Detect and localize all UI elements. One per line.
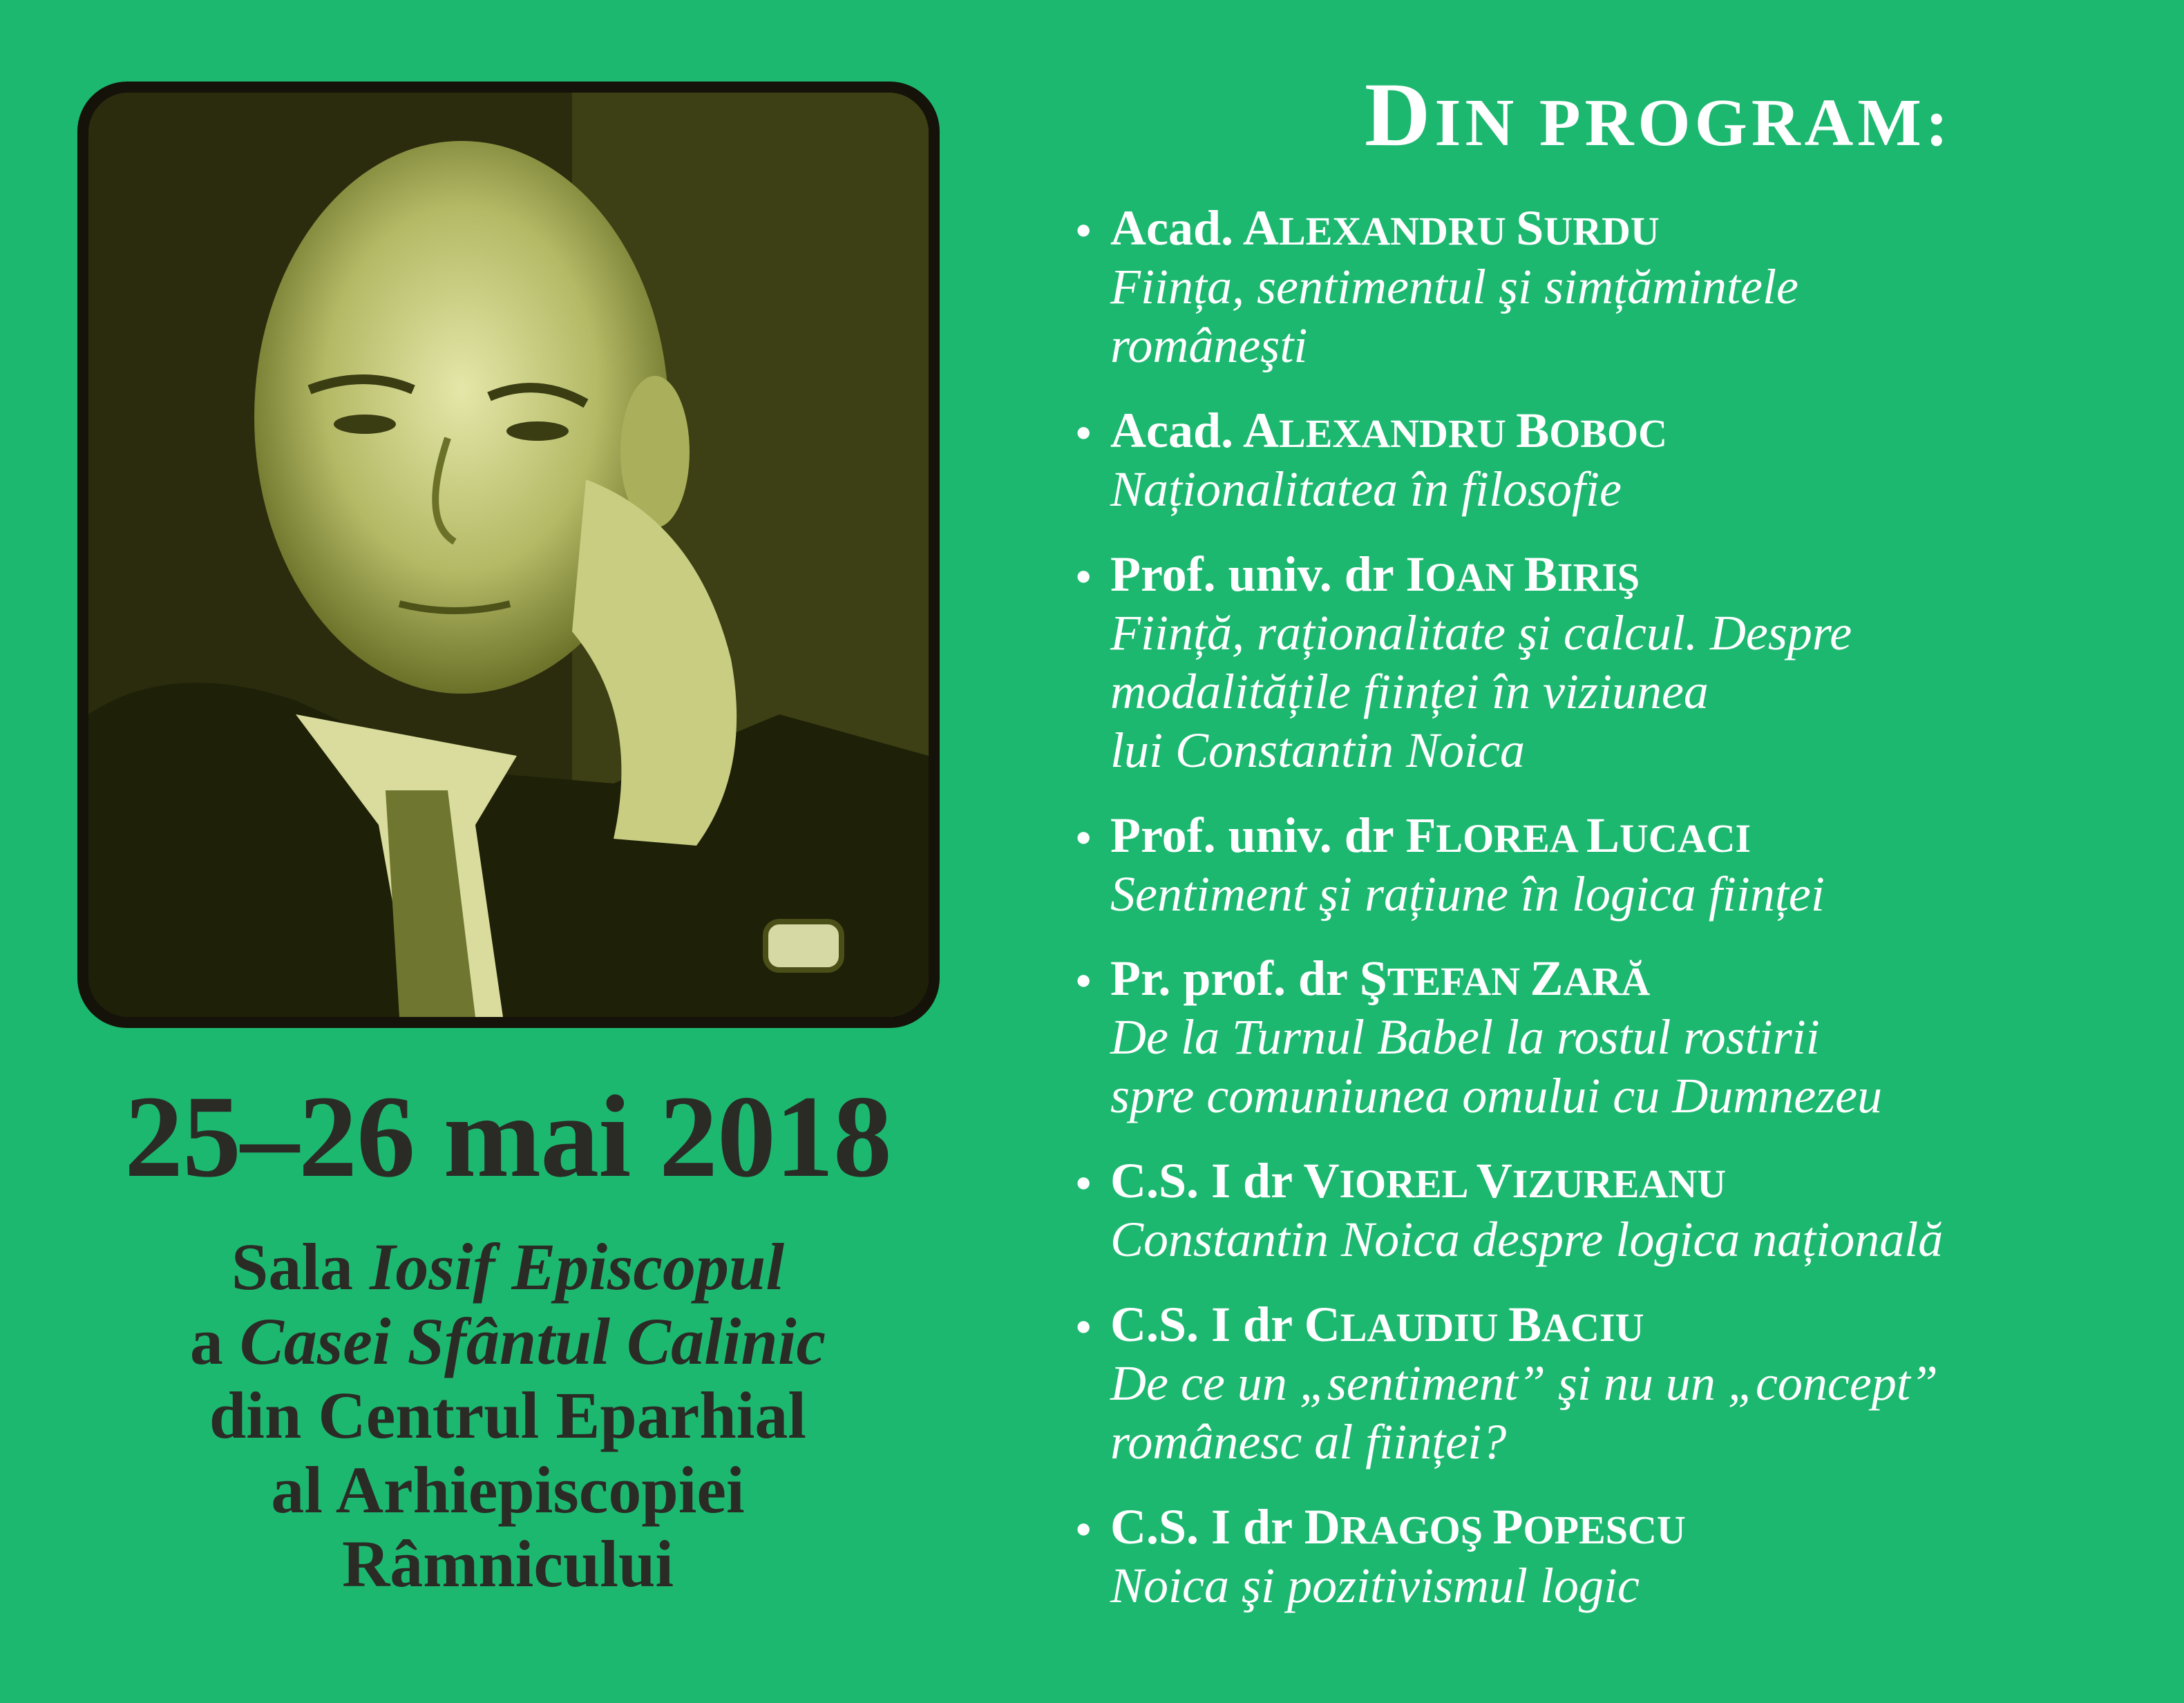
program-title-initial: D — [1365, 64, 1435, 165]
event-venue — [41, 1230, 974, 1601]
talk-title-line: româneşti — [1110, 317, 1308, 373]
speaker-name — [1110, 1295, 2173, 1354]
speaker-initial: Z — [1530, 951, 1564, 1007]
talk-title-line: Ființă, raționalitate şi calcul. Despre — [1110, 605, 1852, 660]
program-item — [1067, 545, 2173, 780]
speaker-name — [1110, 806, 2173, 865]
venue-line-3: din Centrul Eparhial — [209, 1378, 807, 1453]
talk-title-line: Ființa, sentimentul şi simțămintele — [1110, 258, 1798, 314]
speaker-surname: IZUREANU — [1512, 1161, 1727, 1207]
venue-hall-name: Iosif Episcopul — [369, 1230, 785, 1304]
speaker-given-name: LOREA — [1436, 815, 1586, 861]
venue-line-2 — [41, 1304, 974, 1379]
bullet-icon: • — [1076, 1159, 1092, 1208]
talk-title-line: Constantin Noica despre logica națională — [1110, 1212, 1944, 1268]
speaker-given-name: TEFAN — [1387, 959, 1530, 1005]
speaker-given-name: RAGOŞ — [1340, 1507, 1493, 1553]
speaker-initial: D — [1304, 1499, 1340, 1555]
talk-title-line: Naționalitatea în filosofie — [1110, 461, 1622, 517]
speaker-title: C.S. I dr — [1110, 1499, 1304, 1555]
program-item — [1067, 199, 2173, 375]
talk-title-line: românesc al ființei? — [1110, 1414, 1507, 1470]
bullet-icon: • — [1076, 956, 1092, 1006]
speaker-surname: OBOC — [1549, 410, 1668, 456]
talk-title-line: Sentiment şi rațiune în logica ființei — [1110, 866, 1825, 922]
speaker-initial: C — [1304, 1297, 1340, 1353]
talk-title-line: De ce un „sentiment” şi nu un „concept” — [1110, 1355, 1938, 1411]
program-title-rest: IN PROGRAM: — [1434, 86, 1953, 160]
program-item — [1067, 1152, 2173, 1269]
speaker-initial: Ş — [1359, 951, 1387, 1007]
speaker-name — [1110, 545, 2173, 604]
venue-text: a — [189, 1304, 240, 1378]
program-item — [1067, 1295, 2173, 1472]
speaker-name — [1110, 401, 2173, 460]
bullet-icon: • — [1076, 206, 1092, 255]
speaker-given-name: IOREL — [1339, 1161, 1476, 1207]
speaker-name — [1110, 199, 2173, 258]
speaker-title: Pr. prof. dr — [1110, 951, 1360, 1007]
venue-line-1 — [41, 1230, 974, 1304]
program-item — [1067, 401, 2173, 519]
portrait-illustration — [88, 93, 929, 1017]
speaker-initial: L — [1586, 807, 1620, 863]
speaker-initial: V — [1303, 1153, 1340, 1209]
speaker-initial: I — [1405, 546, 1425, 602]
speaker-title: C.S. I dr — [1110, 1153, 1304, 1209]
bullet-icon: • — [1076, 812, 1092, 862]
speaker-initial: F — [1405, 807, 1436, 863]
speaker-given-name: OAN — [1425, 554, 1524, 600]
speaker-given-name: LEXANDRU — [1279, 410, 1517, 456]
program-title — [1365, 64, 2173, 165]
speaker-initial: B — [1523, 546, 1557, 602]
bullet-icon: • — [1076, 408, 1092, 457]
speaker-initial: A — [1243, 200, 1280, 256]
talk-title-line: lui Constantin Noica — [1110, 722, 1526, 778]
venue-line-5: Râmnicului — [341, 1527, 674, 1601]
event-details — [41, 1072, 974, 1601]
portrait-photo-frame — [77, 82, 940, 1028]
talk-title-line: spre comuniunea omului cu Dumnezeu — [1110, 1068, 1883, 1124]
bullet-icon: • — [1076, 1505, 1092, 1554]
talk-title-line: modalitățile ființei în viziunea — [1110, 663, 1709, 719]
speaker-given-name: LEXANDRU — [1279, 209, 1517, 254]
venue-text: Sala — [231, 1230, 370, 1304]
speaker-title: Acad. — [1110, 402, 1244, 458]
speaker-name — [1110, 1498, 2173, 1557]
speaker-title: Acad. — [1110, 200, 1244, 256]
bullet-icon: • — [1076, 551, 1092, 601]
speaker-title: Prof. univ. dr — [1110, 546, 1406, 602]
speaker-title: C.S. I dr — [1110, 1297, 1304, 1353]
speaker-given-name: LAUDIU — [1340, 1305, 1509, 1351]
speaker-initial: A — [1243, 402, 1280, 458]
speaker-name — [1110, 949, 2173, 1008]
program-item — [1067, 1498, 2173, 1615]
speaker-surname: IRIŞ — [1557, 554, 1640, 600]
program-item — [1067, 806, 2173, 924]
program-section — [1067, 64, 2173, 1642]
program-list — [1067, 199, 2173, 1615]
event-date: 25–26 mai 2018 — [124, 1072, 891, 1201]
speaker-name — [1110, 1152, 2173, 1210]
speaker-surname: ARĂ — [1563, 959, 1651, 1005]
speaker-surname: ACIU — [1541, 1305, 1644, 1351]
venue-line-4: al Arhiepiscopiei — [271, 1452, 745, 1527]
bullet-icon: • — [1076, 1302, 1092, 1352]
talk-title-line: Noica şi pozitivismul logic — [1110, 1558, 1640, 1614]
speaker-surname: URDU — [1544, 209, 1660, 254]
speaker-initial: B — [1508, 1297, 1542, 1353]
speaker-initial: S — [1516, 200, 1544, 256]
portrait-photo — [88, 93, 929, 1017]
talk-title-line: De la Turnul Babel la rostul rostirii — [1110, 1009, 1820, 1065]
speaker-initial: V — [1476, 1153, 1512, 1209]
speaker-title: Prof. univ. dr — [1110, 807, 1406, 863]
speaker-initial: P — [1492, 1499, 1523, 1555]
venue-building-name: Casei Sfântul Calinic — [239, 1304, 826, 1378]
speaker-surname: UCACI — [1620, 815, 1751, 861]
speaker-initial: B — [1516, 402, 1550, 458]
speaker-surname: OPESCU — [1523, 1507, 1686, 1553]
program-item — [1067, 949, 2173, 1125]
